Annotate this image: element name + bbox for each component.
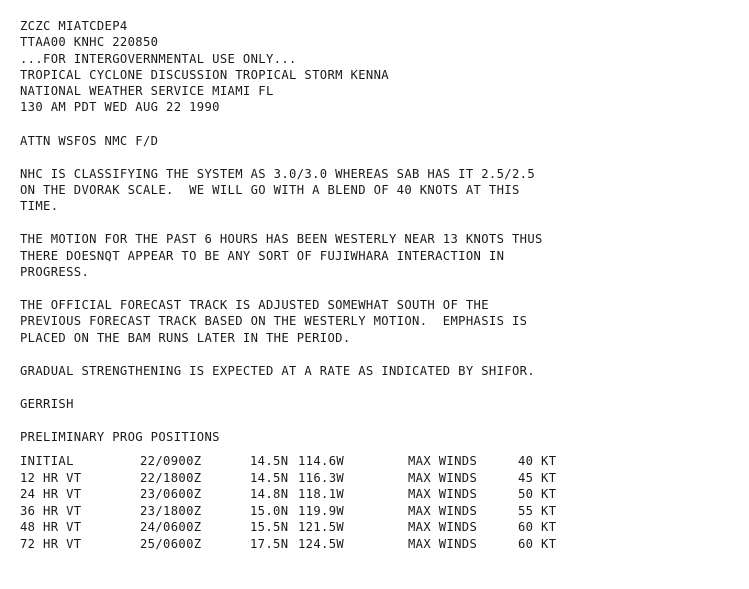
header-line: NATIONAL WEATHER SERVICE MIAMI FL bbox=[20, 84, 274, 99]
paragraph-line: PROGRESS. bbox=[20, 264, 90, 279]
position-longitude: 114.6W bbox=[298, 454, 345, 469]
position-time: 23/1800Z bbox=[140, 503, 202, 518]
max-winds-label: MAX WINDS bbox=[408, 503, 478, 518]
position-latitude: 15.5N bbox=[250, 520, 289, 535]
header-line: TROPICAL CYCLONE DISCUSSION TROPICAL STORM KENNA bbox=[20, 67, 389, 82]
paragraph-line: NHC IS CLASSIFYING THE SYSTEM AS 3.0/3.0 WHEREAS SAB HAS IT 2.5/2.5 bbox=[20, 166, 536, 181]
position-latitude: 14.5N bbox=[250, 470, 289, 485]
position-label: 72 HR VT bbox=[20, 536, 82, 551]
position-time: 25/0600Z bbox=[140, 536, 202, 551]
position-time: 22/0900Z bbox=[140, 454, 202, 469]
max-winds-label: MAX WINDS bbox=[408, 454, 478, 469]
position-latitude: 17.5N bbox=[250, 536, 289, 551]
position-longitude: 121.5W bbox=[298, 520, 345, 535]
header-line: ZCZC MIATCDEP4 bbox=[20, 19, 128, 33]
max-winds-label: MAX WINDS bbox=[408, 487, 478, 502]
paragraph-strengthening bbox=[20, 363, 740, 379]
position-time: 23/0600Z bbox=[140, 487, 202, 502]
attn-line: ATTN WSFOS NMC F/D bbox=[20, 133, 159, 148]
position-label: 12 HR VT bbox=[20, 470, 82, 485]
paragraph-line: PLACED ON THE BAM RUNS LATER IN THE PERIOD. bbox=[20, 330, 351, 345]
position-longitude: 124.5W bbox=[298, 536, 345, 551]
position-label: 36 HR VT bbox=[20, 503, 82, 518]
position-latitude: 15.0N bbox=[250, 503, 289, 518]
paragraph-line: THE OFFICIAL FORECAST TRACK IS ADJUSTED SOMEWHAT SOUTH OF THE bbox=[20, 298, 489, 313]
header-line: TTAA00 KNHC 220850 bbox=[20, 35, 159, 50]
paragraph-line: ON THE DVORAK SCALE. WE WILL GO WITH A BLEND OF 40 KNOTS AT THIS bbox=[20, 182, 520, 197]
header-block bbox=[20, 18, 740, 116]
table-row bbox=[20, 503, 578, 520]
forecaster-signature: GERRISH bbox=[20, 396, 74, 411]
position-latitude: 14.5N bbox=[250, 454, 289, 469]
position-label: 24 HR VT bbox=[20, 487, 82, 502]
paragraph-classification bbox=[20, 166, 740, 215]
paragraph-forecast-track bbox=[20, 297, 740, 346]
position-label: 48 HR VT bbox=[20, 520, 82, 535]
max-winds-label: MAX WINDS bbox=[408, 520, 478, 535]
max-winds-value: 55 KT bbox=[518, 503, 557, 518]
table-row bbox=[20, 536, 578, 553]
paragraph-line: TIME. bbox=[20, 199, 59, 214]
paragraph-line: PREVIOUS FORECAST TRACK BASED ON THE WESTERLY MOTION. EMPHASIS IS bbox=[20, 314, 528, 329]
table-row bbox=[20, 486, 578, 503]
table-row bbox=[20, 470, 578, 487]
prog-positions-title: PRELIMINARY PROG POSITIONS bbox=[20, 429, 220, 444]
position-label: INITIAL bbox=[20, 454, 74, 469]
max-winds-value: 40 KT bbox=[518, 454, 557, 469]
max-winds-value: 60 KT bbox=[518, 536, 557, 551]
position-longitude: 116.3W bbox=[298, 470, 345, 485]
position-longitude: 118.1W bbox=[298, 487, 345, 502]
max-winds-value: 45 KT bbox=[518, 470, 557, 485]
position-longitude: 119.9W bbox=[298, 503, 345, 518]
paragraph-motion bbox=[20, 231, 740, 280]
paragraph-line: GRADUAL STRENGTHENING IS EXPECTED AT A RATE AS INDICATED BY SHIFOR. bbox=[20, 363, 536, 378]
position-latitude: 14.8N bbox=[250, 487, 289, 502]
header-line: 130 AM PDT WED AUG 22 1990 bbox=[20, 100, 220, 115]
max-winds-value: 60 KT bbox=[518, 520, 557, 535]
max-winds-label: MAX WINDS bbox=[408, 536, 478, 551]
max-winds-value: 50 KT bbox=[518, 487, 557, 502]
discussion-document bbox=[20, 18, 740, 552]
header-line: ...FOR INTERGOVERNMENTAL USE ONLY... bbox=[20, 51, 297, 66]
position-time: 24/0600Z bbox=[140, 520, 202, 535]
max-winds-label: MAX WINDS bbox=[408, 470, 478, 485]
table-row bbox=[20, 519, 578, 536]
prog-positions-table bbox=[20, 453, 578, 552]
table-row bbox=[20, 453, 578, 470]
paragraph-line: THE MOTION FOR THE PAST 6 HOURS HAS BEEN WESTERLY NEAR 13 KNOTS THUS bbox=[20, 232, 543, 247]
paragraph-line: THERE DOESNQT APPEAR TO BE ANY SORT OF FUJIWHARA INTERACTION IN bbox=[20, 248, 505, 263]
position-time: 22/1800Z bbox=[140, 470, 202, 485]
